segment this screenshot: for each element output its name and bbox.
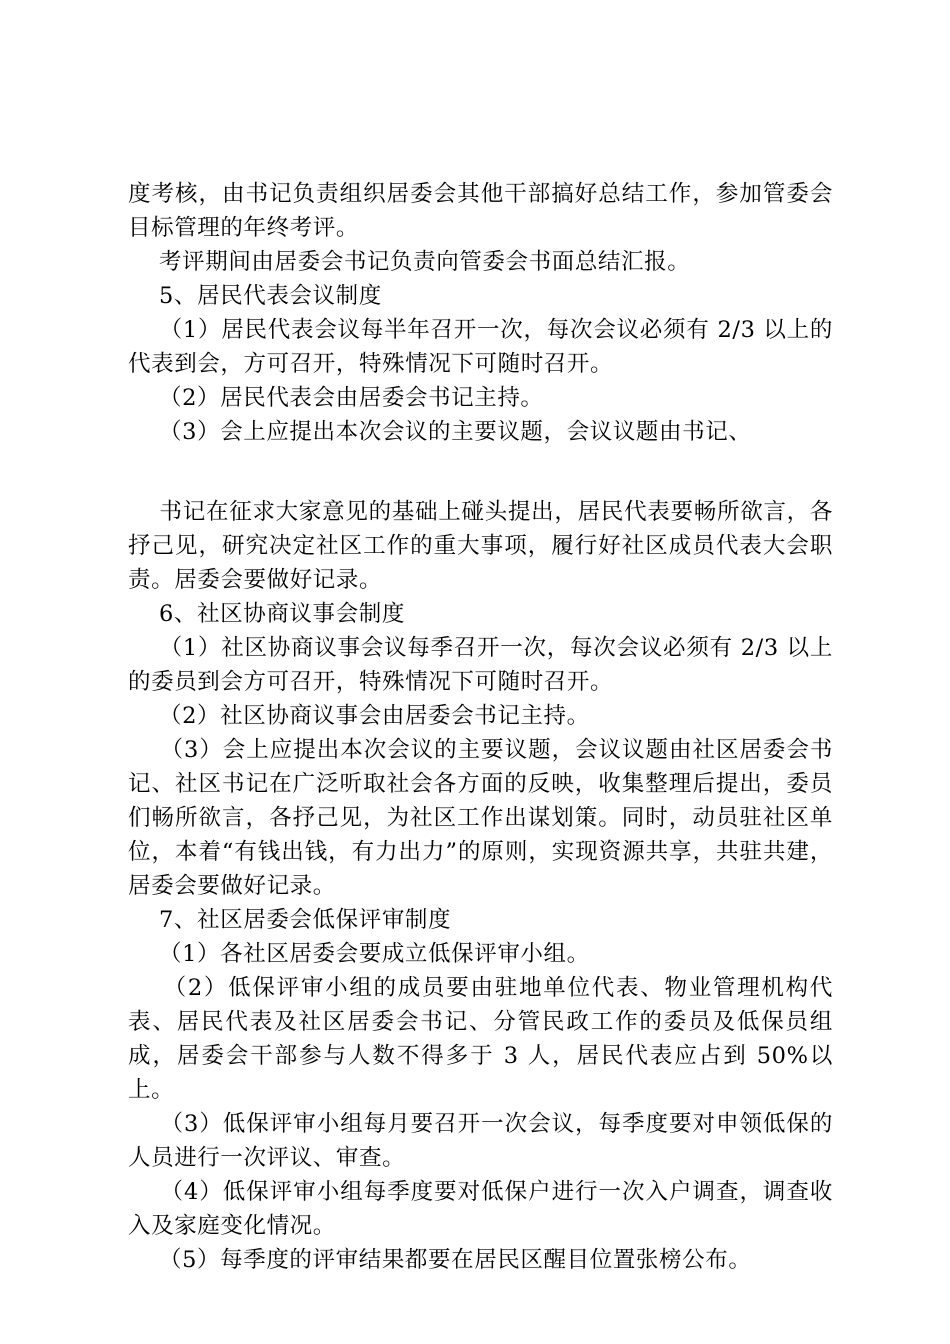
clause-5-3-continued: 书记在征求大家意见的基础上碰头提出，居民代表要畅所欲言，各抒己见，研究决定社区工作的重大事项，履行好社区成员代表大会职责。居委会要做好记录。 xyxy=(128,499,834,593)
clause-7-1: （1）各社区居委会要成立低保评审小组。 xyxy=(128,941,590,967)
clause-5-1: （1）居民代表会议每半年召开一次，每次会议必须有 2/3 以上的代表到会，方可召开，特殊情况下可随时召开。 xyxy=(128,317,834,377)
document-page xyxy=(128,177,833,1277)
paragraph-assessment-report: 考评期间由居委会书记负责向管委会书面总结汇报。 xyxy=(128,249,691,275)
heading-resident-representative-meeting: 5、居民代表会议制度 xyxy=(128,283,382,309)
clause-6-3: （3）会上应提出本次会议的主要议题，会议议题由社区居委会书记、社区书记在广泛听取社会各方面的反映，收集整理后提出，委员们畅所欲言，各抒己见，为社区工作出谋划策。同时，动员驻社区单位，本着“有钱出钱，有力出力”的原则，实现资源共享，共驻共建，居委会要做好记录。 xyxy=(128,737,833,899)
paragraph-continued-assessment: 度考核，由书记负责组织居委会其他干部搞好总结工作，参加管委会目标管理的年终考评。 xyxy=(128,181,833,241)
clause-7-3: （3）低保评审小组每月要召开一次会议，每季度要对申领低保的人员进行一次评议、审查。 xyxy=(128,1111,833,1171)
clause-7-4: （4）低保评审小组每季度要对低保户进行一次入户调查，调查收入及家庭变化情况。 xyxy=(128,1179,833,1239)
clause-5-3: （3）会上应提出本次会议的主要议题，会议议题由书记、 xyxy=(128,419,752,445)
clause-5-2: （2）居民代表会由居委会书记主持。 xyxy=(128,385,544,411)
page-gap xyxy=(128,449,833,495)
clause-7-5: （5）每季度的评审结果都要在居民区醒目位置张榜公布。 xyxy=(128,1247,752,1273)
heading-community-council: 6、社区协商议事会制度 xyxy=(128,601,405,627)
clause-6-1: （1）社区协商议事会议每季召开一次，每次会议必须有 2/3 以上的委员到会方可召开，特殊情况下可随时召开。 xyxy=(128,635,834,695)
clause-7-2: （2）低保评审小组的成员要由驻地单位代表、物业管理机构代表、居民代表及社区居委会书记、分管民政工作的委员及低保员组成，居委会干部参与人数不得多于 3 人，居民代表应占到 50%以上。 xyxy=(128,975,833,1103)
clause-6-2: （2）社区协商议事会由居委会书记主持。 xyxy=(128,703,590,729)
heading-low-income-review: 7、社区居委会低保评审制度 xyxy=(128,907,452,933)
